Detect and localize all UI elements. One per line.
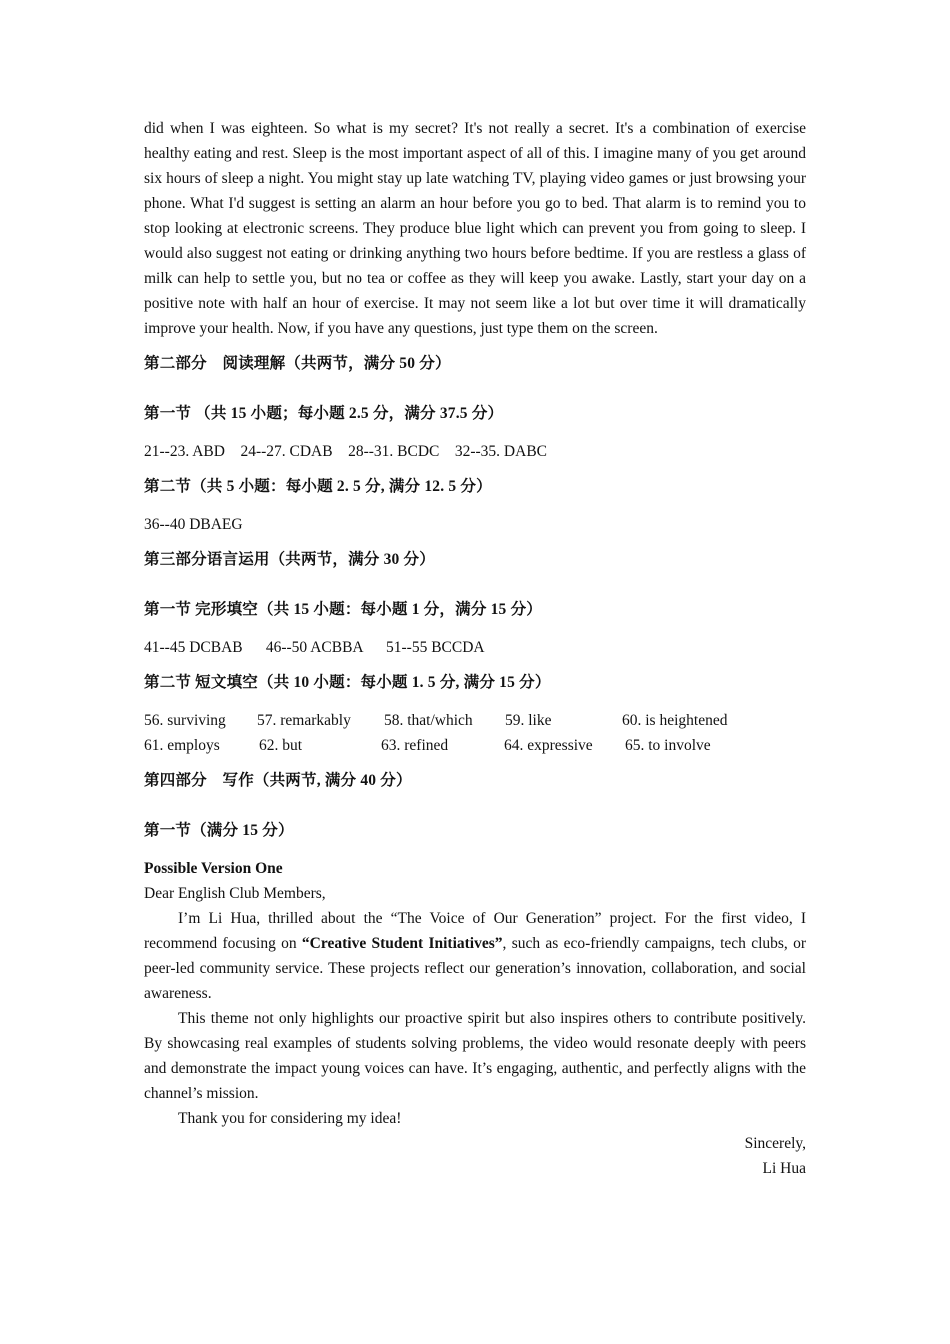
part3-section1-heading: 第一节 完形填空（共 15 小题：每小题 1 分，满分 15 分） <box>144 601 542 618</box>
part2-heading: 第二部分 阅读理解（共两节，满分 50 分） <box>144 355 451 372</box>
answer-65: 65. to involve <box>625 737 711 754</box>
answers-row-2 <box>144 733 806 758</box>
letter-paragraph-2: This theme not only highlights our proactive spirit but also inspires others to contribute positively. By showcasing real examples of students solving problems, the video would resonate deeply with peers and demonstrate the impact young voices can have. It’s engaging, authentic, and perfectly aligns with the channel’s mission. <box>144 1010 806 1102</box>
document-content <box>144 116 806 1181</box>
part2-section1-heading: 第一节 （共 15 小题；每小题 2.5 分，满分 37.5 分） <box>144 405 504 422</box>
part2-section2-answers: 36--40 DBAEG <box>144 516 243 533</box>
part3-section2-heading: 第二节 短文填空（共 10 小题：每小题 1. 5 分, 满分 15 分） <box>144 674 551 691</box>
letter-paragraph-3: Thank you for considering my idea! <box>178 1110 402 1127</box>
letter-signature: Li Hua <box>762 1160 806 1177</box>
part2-section1-answers: 21--23. ABD 24--27. CDAB 28--31. BCDC 32--35. DABC <box>144 443 547 460</box>
answers-row-1 <box>144 708 806 733</box>
letter-p1-text: I’m Li Hua, thrilled about the “The Voice of Our Generation” project. For the first video, I recommend focusing on <box>144 910 806 952</box>
part4-section1-heading: 第一节（满分 15 分） <box>144 822 294 839</box>
answer-64: 64. expressive <box>504 737 593 754</box>
answer-57: 57. remarkably <box>257 712 351 729</box>
version-title: Possible Version One <box>144 860 283 877</box>
answer-56: 56. surviving <box>144 712 226 729</box>
part3-heading: 第三部分语言运用（共两节，满分 30 分） <box>144 551 435 568</box>
letter-salutation: Dear English Club Members, <box>144 885 326 902</box>
part2-section2-heading: 第二节（共 5 小题：每小题 2. 5 分, 满分 12. 5 分） <box>144 478 492 495</box>
answer-63: 63. refined <box>381 737 449 754</box>
letter-closing: Sincerely, <box>744 1135 806 1152</box>
letter-paragraph-1 <box>144 906 806 1006</box>
answer-60: 60. is heightened <box>622 712 728 729</box>
intro-paragraph: did when I was eighteen. So what is my secret? It's not really a secret. It's a combination of exercise healthy eating and rest. Sleep is the most important aspect of all of this. I imagine many of you get around six hours of sleep a night. You might stay up late watching TV, playing video games or just browsing your phone. What I'd suggest is setting an alarm an hour before you go to bed. That alarm is to remind you to stop looking at electronic screens. They produce blue light which can prevent you from going to sleep. I would also suggest not eating or drinking anything two hours before bedtime. If you are restless a glass of milk can help to settle you, but no tea or coffee as they will keep you awake. Lastly, start your day on a positive note with half an hour of exercise. It may not seem like a lot but over time it will dramatically improve your health. Now, if you have any questions, just type them on the screen. <box>144 120 806 337</box>
answer-58: 58. that/which <box>384 712 473 729</box>
letter-p1-emphasis: “Creative Student Initiatives” <box>301 935 503 952</box>
answer-59: 59. like <box>505 712 552 729</box>
answer-61: 61. employs <box>144 737 220 754</box>
part3-section1-answers: 41--45 DCBAB 46--50 ACBBA 51--55 BCCDA <box>144 639 485 656</box>
part4-heading: 第四部分 写作（共两节, 满分 40 分） <box>144 772 412 789</box>
answer-62: 62. but <box>259 737 303 754</box>
letter-p1-rest: , such as eco-friendly campaigns, tech clubs, or peer-led community service. These projects reflect our generation’s innovation, collaboration, and social awareness. <box>144 935 806 1002</box>
